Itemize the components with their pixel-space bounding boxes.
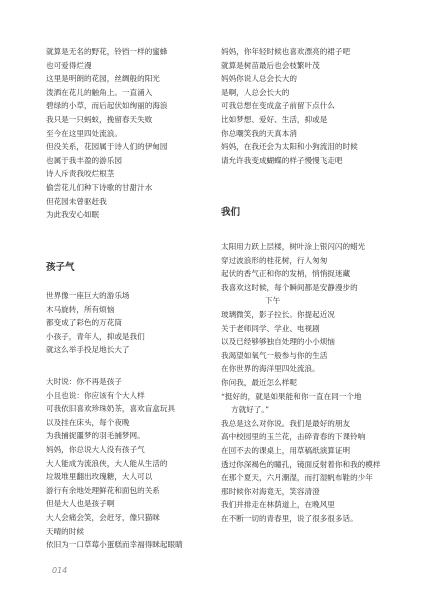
poem-line: 为此我安心如眠 (46, 210, 100, 220)
poem-line: 那时候你对海竟无，笑容清澄 (221, 486, 320, 496)
poem-line: 你问我，最近怎么样呢 (221, 378, 297, 387)
poem-line: 我喜欢这时候，每个瞬间都是安静漫步的 (221, 282, 358, 292)
poem-title-haiziqi: 孩子气 (46, 262, 75, 273)
poem-line: 偷尝花儿们种下诗歌的甘甜汁水 (46, 183, 153, 192)
poem-line: 为我捕捉噩梦的羽毛捕梦网。 (46, 431, 145, 441)
poem-line: 木马旋转，所有烦恼 (46, 304, 115, 314)
poem-line: 你总嘲笑我的天真本消 (221, 128, 297, 138)
poem-line: 我们并排走在林荫道上，在晚风里 (221, 500, 335, 510)
poem-line: 都变成了彩色的万花筒 (46, 318, 122, 328)
poem-line: 妈妈，你年轻时候也喜欢漂亮的裙子吧 (221, 47, 351, 56)
poem-line: 妈妈，在我还会为太阳和小狗流泪的时候 (221, 142, 358, 152)
poem-line: 下午 (265, 296, 281, 306)
poem-line: 是啊，人总会长大的 (221, 87, 290, 97)
poem-line: 碧绿的小草，而后起伏如绚丽的海浪 (46, 101, 168, 111)
poem-title-women: 我们 (221, 207, 241, 218)
poem-line: 高中校园里的玉兰花，击碎青春的下课铃响 (221, 432, 366, 442)
poem-line: 小且也说：你应该有个大人样 (46, 390, 145, 400)
poem-line: “挺好的，就是如果能和你一直在同一个地 (221, 391, 362, 401)
poem-line: 这里是明朗的花园，丝绸般的阳光 (46, 74, 160, 84)
poem-line: 就算是无名的野花，铃铛一样的蜜蜂 (46, 47, 168, 56)
page-number: 014 (52, 566, 68, 575)
poem-line: 至今在这里四处流浪。 (46, 128, 122, 138)
poem-line: 但花园未曾驱赶我 (46, 196, 107, 206)
poem-line: 妈妈，你总说大人没有孩子气 (46, 445, 145, 454)
poem-line: 妈妈你说人总会长大的 (221, 74, 297, 84)
poem-line: 世界像一座巨大的游乐场 (46, 291, 130, 300)
poem-line: 天晴的时候 (46, 526, 84, 536)
poem-line: 垃圾堆里翻出玫瑰糖，大人可以 (46, 472, 153, 482)
poem-line: 我总是这么对你说。我们是最好的朋友 (221, 418, 351, 428)
poem-line: 可我总想在变成盒子前留下点什么 (221, 101, 335, 111)
poem-line: 在你世界的海洋里四处流浪。 (221, 364, 320, 374)
poem-line: 在不断一切的青春里，说了很多很多话。 (221, 514, 358, 523)
poem-line: 也可爱得烂漫 (46, 60, 92, 70)
poem-line: 但没关系，花园属于诗人们的伊甸园 (46, 142, 168, 152)
poem-line: 以及挂在床头，每个夜晚 (46, 417, 130, 427)
poem-line: 就这么举手投足地长大了 (46, 345, 130, 355)
poem-line: 玻璃微笑，影子拉长。你提起近况 (221, 310, 335, 319)
poem-line: 游行有余地处理鲜花和面包的关系 (46, 485, 160, 495)
poem-line: 方就好了。” (231, 405, 270, 415)
poem-line: 就算是树苗最后也会枝繁叶茂 (221, 60, 320, 70)
poem-line: 起伏的香气正和你的发梢，悄悄捉迷藏 (221, 269, 351, 279)
poem-line: 穿过波浪形的桂花树，行人匆匆 (221, 255, 328, 265)
poem-line: 但是大人也是孩子啊 (46, 499, 115, 509)
poem-line: 太阳用力跃上层楼，树叶涂上银闪闪的蜡光 (221, 242, 366, 251)
poem-line: 也属于我丰盈的游乐园 (46, 155, 122, 165)
poem-line: 诗人斥责我咬烂根茎 (46, 169, 115, 179)
poem-line: 依旧为一口草莓小蛋糕而幸福得眯起眼睛 (46, 540, 183, 550)
poem-line: 关于老师同学、学业、电视剧 (221, 323, 320, 333)
poem-line: 可我依旧喜欢珍珠奶茶，喜欢盲盒玩具 (46, 404, 176, 414)
poem-line: 以及已经够够独自处理的小小烦恼 (221, 337, 335, 347)
poem-line: 我只是一只蚂蚁，挽留春天失败 (46, 115, 153, 124)
poem-line: 大人会痛会笑，会赶牙，像只猫咪 (46, 513, 160, 522)
poem-line: 比如梦想、爱好、生活，抑或是 (221, 115, 328, 124)
poem-line: 大时说：你不再是孩子 (46, 377, 122, 386)
poem-line: 泼洒在花儿的触角上。一直涌入 (46, 87, 153, 97)
poem-line: 我渴望如氧气一般参与你的生活 (221, 350, 328, 360)
poem-line: 在那个夏天，六月潮湿，而打湿帆布鞋的少年 (221, 473, 373, 483)
poem-line: 大人能成为流浪侠，大人能从生活的 (46, 458, 168, 468)
poem-line: 请允许我变成蝴蝶的样子慢慢飞走吧 (221, 155, 343, 165)
poem-line: 透过你深褐色的瞳孔，镜面反射着你和我的模样 (221, 459, 381, 469)
poem-line: 在回不去的课桌上，用草稿纸演算证明 (221, 446, 351, 455)
poem-line: 小孩子，青年人，抑或是我们 (46, 331, 145, 341)
